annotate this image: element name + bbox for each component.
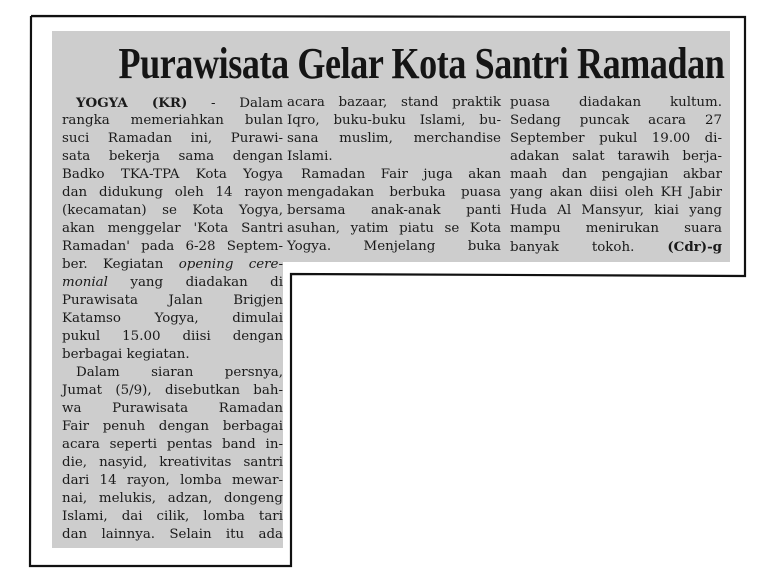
article-line xyxy=(510,130,722,148)
text: Iqro, buku-buku Islami, bu- xyxy=(287,113,501,128)
article-line xyxy=(287,130,501,148)
article-line xyxy=(62,526,283,544)
text: wa Purawisata Ramadan xyxy=(62,401,283,416)
text: - Dalam xyxy=(187,96,283,111)
headline xyxy=(52,38,730,89)
italic-text: monial xyxy=(62,275,108,290)
text: puasa diadakan kultum. xyxy=(510,95,722,110)
article-line xyxy=(62,256,283,274)
article-line xyxy=(62,508,283,526)
text: Yogya. Menjelang buka xyxy=(287,239,501,254)
text: die, nasyid, kreativitas santri xyxy=(62,455,283,470)
article-line xyxy=(287,148,501,166)
article-line xyxy=(62,346,283,364)
text: nai, melukis, adzan, dongeng xyxy=(62,491,283,506)
article-line xyxy=(62,364,283,382)
text: Sedang puncak acara 27 xyxy=(510,113,722,128)
article-line xyxy=(287,238,501,256)
article-line xyxy=(62,454,283,472)
text: Islami, dai cilik, lomba tari xyxy=(62,509,283,524)
text: rangka memeriahkan bulan xyxy=(62,113,283,128)
article-line xyxy=(62,382,283,400)
text: (kecamatan) se Kota Yogya, xyxy=(62,203,283,218)
text: yang diadakan di xyxy=(107,275,283,290)
text: dan lainnya. Selain itu ada xyxy=(62,527,283,542)
article-line xyxy=(62,310,283,328)
text: Fair penuh dengan berbagai xyxy=(62,419,283,434)
article-line xyxy=(287,112,501,130)
text: maah dan pengajian akbar xyxy=(510,167,722,182)
text: Katamso Yogya, dimulai xyxy=(62,311,283,326)
article-line xyxy=(510,166,722,184)
text: Purawisata Jalan Brigjen xyxy=(62,293,283,308)
article-line xyxy=(62,130,283,148)
text: dan didukung oleh 14 rayon xyxy=(62,185,283,200)
article-line xyxy=(62,112,283,130)
text: acara bazaar, stand praktik xyxy=(287,95,501,110)
article-line xyxy=(287,220,501,238)
article-line xyxy=(287,184,501,202)
text: akan menggelar 'Kota Santri xyxy=(62,221,283,236)
article-line xyxy=(62,436,283,454)
text: ber. Kegiatan xyxy=(62,257,179,272)
text: berbagai kegiatan. xyxy=(62,347,190,362)
headline-text: Purawisata Gelar Kota Santri Ramadan xyxy=(118,39,725,88)
article-line xyxy=(62,220,283,238)
article-column-1 xyxy=(62,94,283,544)
text: adakan salat tarawih berja- xyxy=(510,149,722,164)
article-line xyxy=(62,94,283,112)
text: pukul 15.00 diisi dengan xyxy=(62,329,283,344)
text: Huda Al Mansyur, kiai yang xyxy=(510,203,722,218)
article-line xyxy=(62,292,283,310)
article-line xyxy=(510,238,722,256)
text: asuhan, yatim piatu se Kota xyxy=(287,221,501,236)
text: Dalam siaran persnya, xyxy=(76,365,283,380)
article-column-3 xyxy=(510,94,722,256)
article-line xyxy=(62,274,283,292)
article-line xyxy=(62,184,283,202)
italic-text: opening cere- xyxy=(178,257,283,272)
text: mampu menirukan suara xyxy=(510,221,722,236)
article-column-2 xyxy=(287,94,501,256)
article-line xyxy=(62,238,283,256)
article-line xyxy=(287,166,501,184)
text: banyak tokoh. xyxy=(510,240,668,255)
article-line xyxy=(510,220,722,238)
article-line xyxy=(62,490,283,508)
article-line xyxy=(510,184,722,202)
article-line xyxy=(510,148,722,166)
text: bersama anak-anak panti xyxy=(287,203,501,218)
article-line xyxy=(62,166,283,184)
text: Ramadan' pada 6-28 Septem- xyxy=(62,239,283,254)
text: yang akan diisi oleh KH Jabir xyxy=(510,185,722,200)
article-line xyxy=(510,202,722,220)
article-line xyxy=(510,94,722,112)
article-line xyxy=(62,418,283,436)
bold-text: YOGYA (KR) xyxy=(76,95,188,111)
text: suci Ramadan ini, Purawi- xyxy=(62,131,283,146)
text: Jumat (5/9), disebutkan bah- xyxy=(62,383,283,398)
article-line xyxy=(62,328,283,346)
bold-text: (Cdr)-g xyxy=(667,239,722,255)
text: acara seperti pentas band in- xyxy=(62,437,283,452)
text: sana muslim, merchandise xyxy=(287,131,501,146)
text: Ramadan Fair juga akan xyxy=(301,167,501,182)
article-line xyxy=(287,94,501,112)
text: dari 14 rayon, lomba mewar- xyxy=(62,473,283,488)
text: mengadakan berbuka puasa xyxy=(287,185,501,200)
article-line xyxy=(62,148,283,166)
article-line xyxy=(287,202,501,220)
text: September pukul 19.00 di- xyxy=(510,131,722,146)
article-line xyxy=(62,202,283,220)
text: Badko TKA-TPA Kota Yogya xyxy=(62,167,283,182)
article-line xyxy=(62,472,283,490)
article-line xyxy=(510,112,722,130)
text: sata bekerja sama dengan xyxy=(62,149,283,164)
text: Islami. xyxy=(287,149,333,164)
article-line xyxy=(62,400,283,418)
